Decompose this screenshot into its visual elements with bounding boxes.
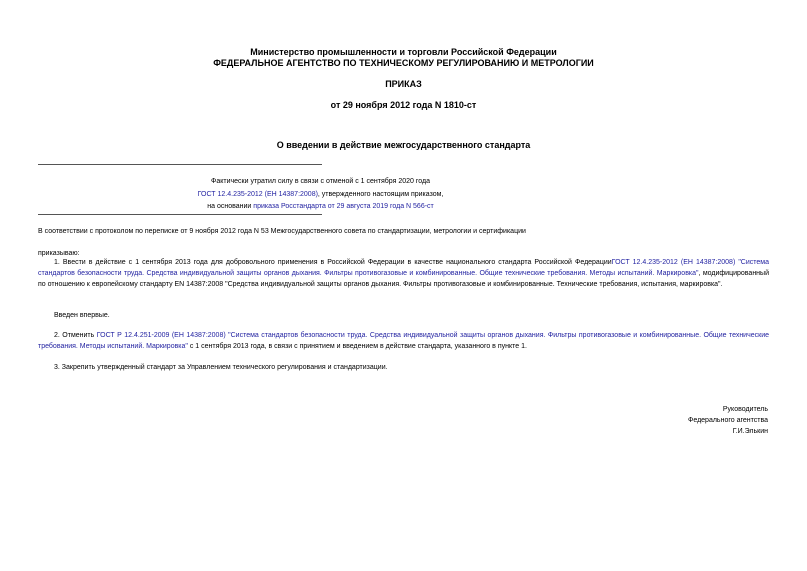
status-note-line-3 xyxy=(38,201,603,214)
ministry-name: Министерство промышленности и торговли Российской Федерации xyxy=(250,47,557,57)
status-note-line-2-rest: , утвержденного настоящим приказом, xyxy=(317,190,444,198)
gost-r-12-4-251-link[interactable]: ГОСТ Р 12.4.251-2009 (ЕН 14387:2008) "Система стандартов безопасности труда. Средства индивидуальной защиты органов дыхания. Фильтры противогазовые и комбинированные. Общие технические требования. Методы испытаний. Маркировка" xyxy=(38,332,769,350)
agency-name: ФЕДЕРАЛЬНОЕ АГЕНТСТВО ПО ТЕХНИЧЕСКОМУ РЕГУЛИРОВАНИЮ И МЕТРОЛОГИИ xyxy=(213,58,594,68)
signature-org: Федерального агентства xyxy=(688,417,768,424)
document-type: ПРИКАЗ xyxy=(385,79,422,89)
signature-title: Руководитель xyxy=(722,406,768,413)
status-note-line-3-prefix: на основании xyxy=(207,203,254,210)
order-item-1 xyxy=(38,257,769,290)
gost-12-4-235-full-link[interactable]: ГОСТ 12.4.235-2012 (ЕН 14387:2008) "Система стандартов безопасности труда. Средства индивидуальной защиты органов дыхания. Фильтры противогазовые и комбинированные. Общие технические требования. Методы испытаний. Маркировка" xyxy=(38,259,769,277)
document-subject: О введении в действие межгосударственного стандарта xyxy=(276,140,531,150)
divider-bottom xyxy=(38,214,322,215)
order-item-1-tail: , модифицированный по отношению к европейскому стандарту EN 14387:2008 "Средства индивидуальной защиты органов дыхания. Фильтры противогазовые и комбинированные. Технические требования, испытания, маркировка". xyxy=(38,270,769,288)
status-note xyxy=(38,176,603,214)
preamble: В соответствии с протоколом по переписке от 9 ноября 2012 года N 53 Межгосударственного совета по стандартизации, метрологии и сертификации xyxy=(38,228,526,235)
divider-top xyxy=(38,164,322,165)
status-note-line-1: Фактически утратил силу в связи с отменой с 1 сентября 2020 года xyxy=(211,178,430,185)
gost-12-4-235-link[interactable]: ГОСТ 12.4.235-2012 (ЕН 14387:2008) xyxy=(197,190,318,198)
order-item-1-text: 1. Ввести в действие с 1 сентября 2013 года для добровольного применения в Российской Федерации в качестве национального стандарта Российской Федерации xyxy=(54,259,612,266)
order-item-2 xyxy=(38,330,769,352)
status-note-line-2 xyxy=(38,189,603,202)
signature-name: Г.И.Элькин xyxy=(732,428,768,435)
order-word: приказываю: xyxy=(38,250,80,257)
signature-block xyxy=(560,404,768,437)
order-item-2-tail: с 1 сентября 2013 года, в связи с принятием и введением в действие стандарта, указанного в пункте 1. xyxy=(187,343,527,350)
document-date-number: от 29 ноября 2012 года N 1810-ст xyxy=(330,100,477,110)
introduced-note: Введен впервые. xyxy=(54,312,110,319)
order-item-2-text: 2. Отменить xyxy=(54,332,97,339)
rosstandart-order-link[interactable]: приказа Росстандарта от 29 августа 2019 года N 566-ст xyxy=(253,203,434,210)
order-item-3: 3. Закрепить утвержденный стандарт за Управлением технического регулирования и стандартизации. xyxy=(54,364,388,371)
